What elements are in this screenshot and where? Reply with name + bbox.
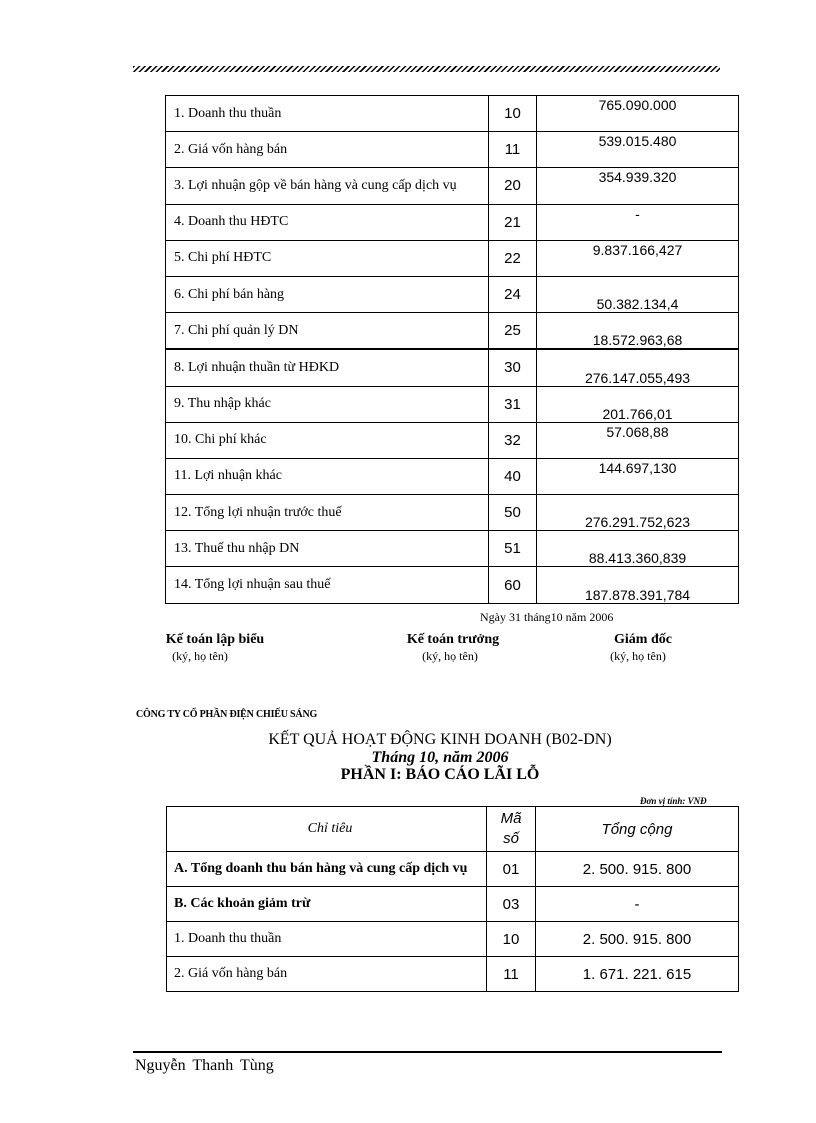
header-indicator: Chỉ tiêu — [167, 807, 487, 852]
table-row — [166, 422, 739, 458]
table-row — [167, 887, 739, 922]
row-value: 18.572.963,68 — [592, 332, 683, 349]
row-code: 40 — [489, 458, 537, 494]
table-row — [166, 240, 739, 276]
report-period: Tháng 10, năm 2006 — [371, 749, 509, 766]
row-value: - — [635, 205, 640, 222]
signature-note: (ký, họ tên) — [172, 649, 228, 663]
row-label: 12. Tổng lợi nhuận trước thuế — [166, 495, 489, 531]
row-value: 144.697,130 — [598, 459, 677, 476]
table-row — [166, 495, 739, 531]
table-row — [166, 132, 739, 168]
row-label: 5. Chi phí HĐTC — [166, 240, 489, 276]
table-row — [167, 957, 739, 992]
table-row — [166, 96, 739, 132]
income-table — [165, 95, 739, 604]
row-code: 32 — [489, 422, 537, 458]
header-code-line1: Mã — [500, 810, 522, 827]
row-label: B. Các khoản giảm trừ — [167, 887, 487, 922]
date-line: Ngày 31 tháng10 năm 2006 — [480, 610, 614, 624]
table-row — [166, 349, 739, 386]
signature-chief-accountant — [378, 632, 528, 664]
row-code: 11 — [487, 957, 536, 992]
row-value: 276.291.752,623 — [584, 514, 691, 531]
table-row — [166, 458, 739, 494]
row-label: 4. Doanh thu HĐTC — [166, 204, 489, 240]
footer-rule — [133, 1051, 722, 1053]
header-code — [487, 807, 536, 852]
row-value: 276.147.055,493 — [584, 369, 691, 386]
table-row — [166, 276, 739, 312]
row-value: 88.413.360,839 — [588, 550, 687, 567]
signature-role: Kế toán lập biểu — [165, 632, 265, 647]
row-value: 765.090.000 — [598, 97, 677, 113]
row-code: 50 — [489, 495, 537, 531]
row-code: 22 — [489, 240, 537, 276]
signature-director — [568, 632, 718, 664]
row-code: 01 — [487, 852, 536, 887]
profit-loss-table — [166, 806, 739, 992]
row-code: 10 — [489, 96, 537, 132]
row-value: - — [536, 887, 739, 922]
row-label: 3. Lợi nhuận gộp về bán hàng và cung cấp dịch vụ — [166, 168, 489, 204]
row-code: 51 — [489, 531, 537, 567]
row-label: 6. Chi phí bán hàng — [166, 276, 489, 312]
row-label: A. Tổng doanh thu bán hàng và cung cấp dịch vụ — [167, 852, 487, 887]
row-label: 1. Doanh thu thuần — [167, 922, 487, 957]
signature-preparer — [140, 632, 290, 664]
signature-role: Kế toán trưởng — [406, 632, 500, 647]
row-code: 25 — [489, 313, 537, 350]
row-value: 201.766,01 — [602, 405, 673, 422]
table-row — [166, 204, 739, 240]
row-label: 2. Giá vốn hàng bán — [166, 132, 489, 168]
table-row — [166, 168, 739, 204]
row-label: 9. Thu nhập khác — [166, 386, 489, 422]
signature-role: Giám đốc — [614, 632, 672, 647]
table-header-row — [167, 807, 739, 852]
currency-unit: Đơn vị tính: VNĐ — [640, 796, 707, 806]
row-code: 31 — [489, 386, 537, 422]
row-label: 2. Giá vốn hàng bán — [167, 957, 487, 992]
row-label: 13. Thuế thu nhập DN — [166, 531, 489, 567]
row-value: 2. 500. 915. 800 — [536, 852, 739, 887]
row-value: 2. 500. 915. 800 — [536, 922, 739, 957]
row-code: 21 — [489, 204, 537, 240]
row-value: 57.068,88 — [606, 423, 669, 440]
author-name: Nguyễn Thanh Tùng — [135, 1057, 274, 1074]
table-row — [167, 852, 739, 887]
row-label: 8. Lợi nhuận thuần từ HĐKD — [166, 349, 489, 386]
table-row — [166, 567, 739, 603]
row-label: 7. Chi phí quản lý DN — [166, 313, 489, 350]
row-value: 539.015.480 — [598, 133, 677, 150]
row-code: 10 — [487, 922, 536, 957]
row-label: 11. Lợi nhuận khác — [166, 458, 489, 494]
report-title: KẾT QUẢ HOẠT ĐỘNG KINH DOANH (B02-DN) — [268, 731, 612, 748]
row-label: 1. Doanh thu thuần — [166, 96, 489, 132]
row-value: 354.939.320 — [598, 169, 677, 186]
row-value: 9.837.166,427 — [592, 241, 683, 258]
row-code: 60 — [489, 567, 537, 603]
header-rule — [133, 66, 720, 72]
report-part: PHẦN I: BÁO CÁO LÃI LỖ — [340, 766, 540, 783]
table-row — [166, 313, 739, 350]
row-code: 20 — [489, 168, 537, 204]
row-value: 1. 671. 221. 615 — [536, 957, 739, 992]
table-row — [166, 531, 739, 567]
row-code: 24 — [489, 276, 537, 312]
header-total: Tổng cộng — [536, 807, 739, 852]
company-name: CÔNG TY CỔ PHẦN ĐIỆN CHIẾU SÁNG — [136, 709, 318, 720]
header-code-line2: số — [503, 830, 519, 847]
row-label: 14. Tổng lợi nhuận sau thuế — [166, 567, 489, 603]
table-row — [166, 386, 739, 422]
row-label: 10. Chi phí khác — [166, 422, 489, 458]
row-code: 30 — [489, 349, 537, 386]
row-value: 50.382.134,4 — [596, 296, 679, 313]
row-code: 03 — [487, 887, 536, 922]
table-row — [167, 922, 739, 957]
signature-note: (ký, họ tên) — [422, 649, 478, 663]
row-code: 11 — [489, 132, 537, 168]
row-value: 187.878.391,784 — [584, 586, 691, 603]
signature-note: (ký, họ tên) — [610, 649, 666, 663]
